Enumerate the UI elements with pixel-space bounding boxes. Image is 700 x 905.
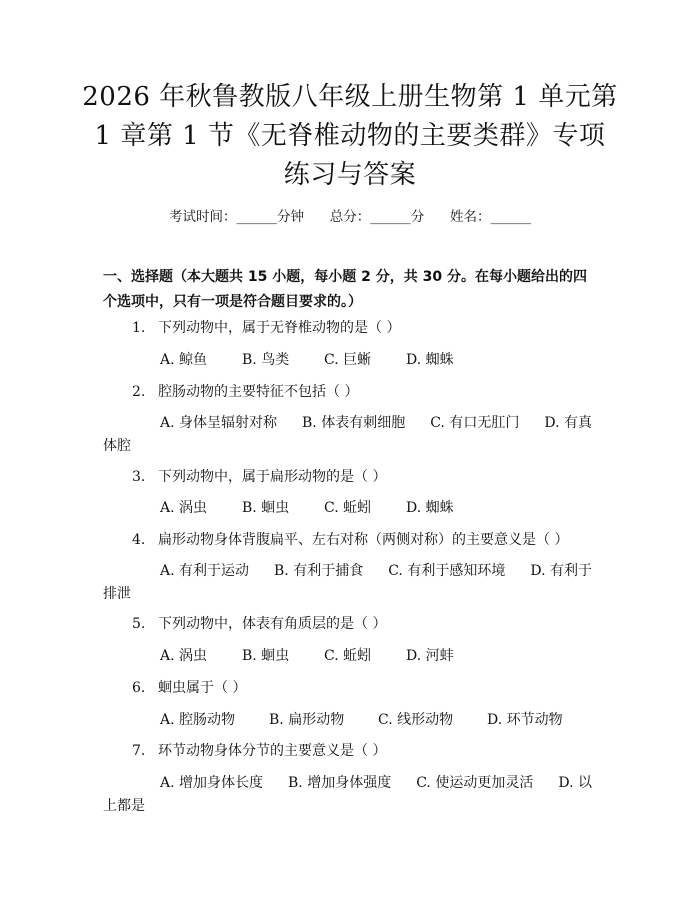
question-number: 6. — [132, 680, 146, 696]
question-options — [160, 498, 454, 518]
option-a: A. 鲸鱼 — [160, 352, 208, 368]
exam-meta-line: 考试时间：______分钟 总分：______分 姓名：______ — [169, 209, 531, 225]
question-options — [103, 772, 595, 818]
option-d: D. 有利于排泄 — [103, 563, 592, 602]
option-c: C. 蚯蚓 — [324, 500, 372, 516]
question-options — [160, 646, 454, 666]
option-c: C. 有利于感知环境 — [388, 563, 506, 579]
question-options — [160, 350, 454, 370]
option-b: B. 鸟类 — [242, 352, 290, 368]
option-b: B. 增加身体强度 — [288, 775, 392, 791]
option-c: C. 线形动物 — [378, 712, 454, 728]
option-a: A. 涡虫 — [160, 648, 208, 664]
option-c: C. 使运动更加灵活 — [416, 775, 534, 791]
option-b: B. 体表有刺细胞 — [302, 415, 406, 431]
question-options — [103, 560, 595, 606]
document-title — [60, 78, 640, 195]
option-a: A. 有利于运动 — [160, 563, 250, 579]
question-stem — [132, 467, 386, 487]
question-stem — [132, 741, 386, 761]
option-b: B. 蛔虫 — [242, 500, 290, 516]
title-line: 2026 年秋鲁教版八年级上册生物第 1 单元第 — [82, 82, 618, 112]
question-text: 蛔虫属于（ ） — [158, 680, 247, 696]
question-text: 腔肠动物的主要特征不包括（ ） — [158, 384, 359, 400]
option-b: B. 有利于捕食 — [274, 563, 364, 579]
question-stem — [132, 382, 358, 402]
question-stem — [132, 318, 400, 338]
question-number: 5. — [132, 616, 146, 632]
question-text: 扁形动物身体背腹扁平、左右对称（两侧对称）的主要意义是（ ） — [158, 532, 569, 548]
option-d: D. 河蚌 — [406, 648, 454, 664]
question-text: 环节动物身体分节的主要意义是（ ） — [158, 743, 387, 759]
option-c: C. 有口无肛门 — [430, 415, 520, 431]
option-d: D. 环节动物 — [487, 712, 563, 728]
title-line: 1 章第 1 节《无脊椎动物的主要类群》专项 — [94, 121, 606, 151]
question-stem — [132, 678, 246, 698]
option-d: D. 蜘蛛 — [406, 500, 454, 516]
question-options — [160, 710, 563, 730]
question-stem — [132, 614, 386, 634]
question-stem — [132, 530, 568, 550]
option-a: A. 腔肠动物 — [160, 712, 236, 728]
option-d: D. 以上都是 — [103, 775, 592, 814]
question-number: 3. — [132, 469, 146, 485]
question-options — [103, 412, 595, 458]
option-b: B. 扁形动物 — [269, 712, 345, 728]
question-number: 1. — [132, 320, 146, 336]
section-heading: 一、选择题（本大题共 15 小题，每小题 2 分，共 30 分。在每小题给出的四个选项中，只有一项是符合题目要求的。） — [103, 269, 587, 310]
option-a: A. 增加身体长度 — [160, 775, 264, 791]
option-c: C. 巨蜥 — [324, 352, 372, 368]
option-d: D. 有真体腔 — [103, 415, 592, 454]
option-c: C. 蚯蚓 — [324, 648, 372, 664]
option-b: B. 蛔虫 — [242, 648, 290, 664]
question-text: 下列动物中，属于扁形动物的是（ ） — [158, 469, 387, 485]
title-line: 练习与答案 — [283, 160, 417, 190]
question-text: 下列动物中，体表有角质层的是（ ） — [158, 616, 387, 632]
option-a: A. 涡虫 — [160, 500, 208, 516]
option-a: A. 身体呈辐射对称 — [160, 415, 278, 431]
question-number: 7. — [132, 743, 146, 759]
question-number: 2. — [132, 384, 146, 400]
question-text: 下列动物中，属于无脊椎动物的是（ ） — [158, 320, 401, 336]
question-number: 4. — [132, 532, 146, 548]
option-d: D. 蜘蛛 — [406, 352, 454, 368]
